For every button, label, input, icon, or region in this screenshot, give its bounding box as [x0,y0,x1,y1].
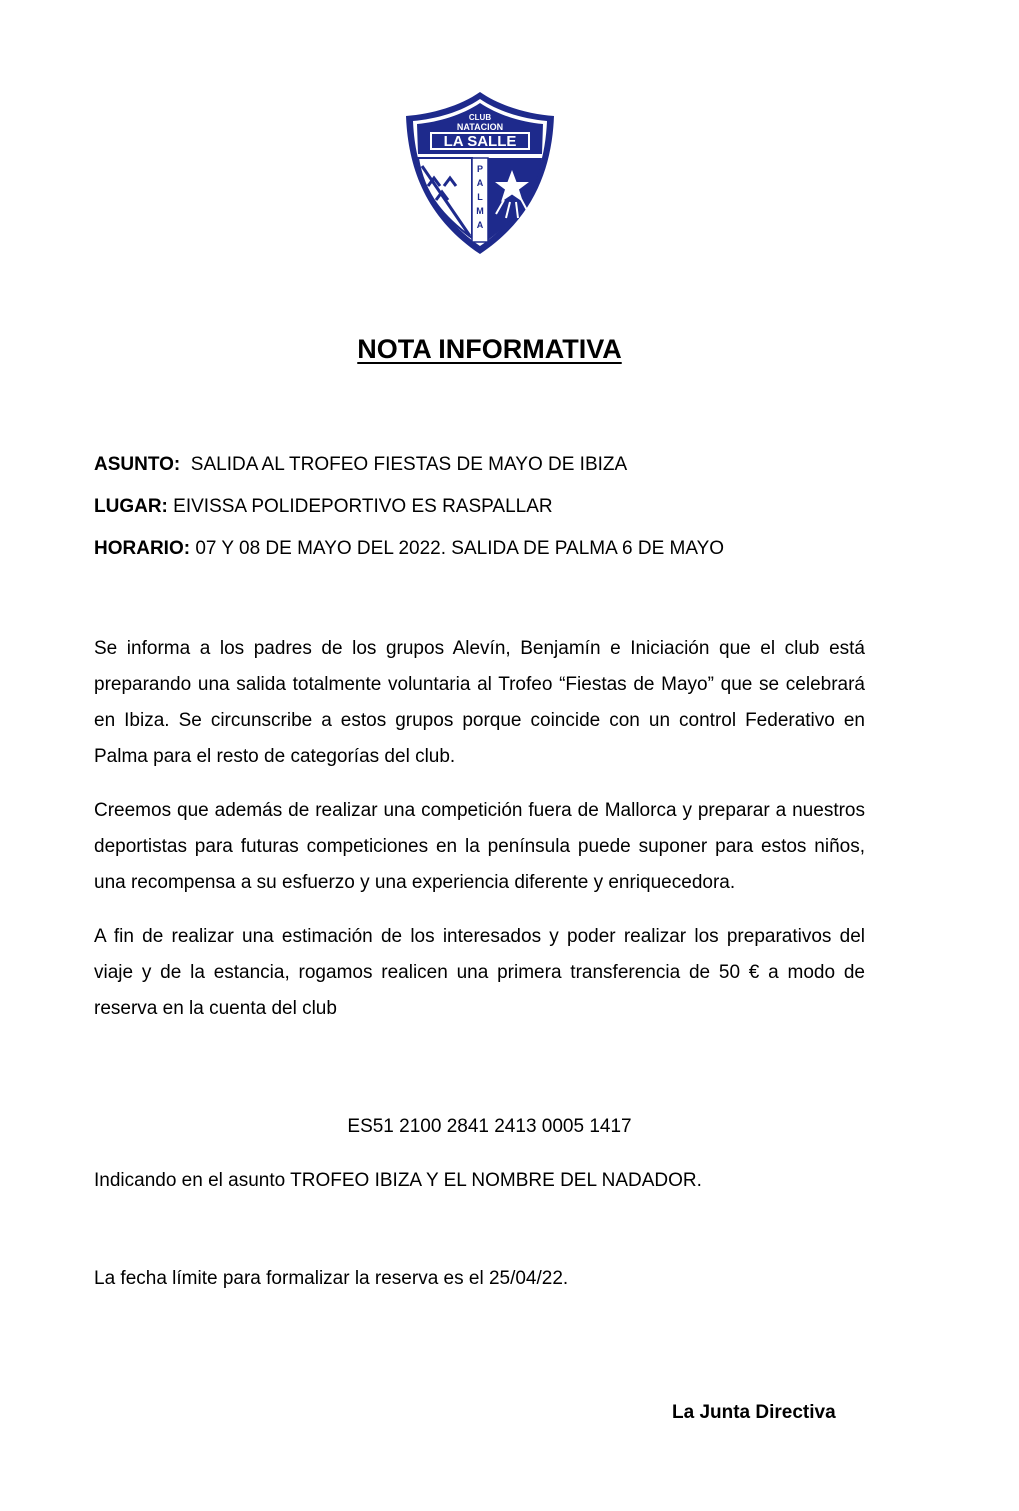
iban-number: ES51 2100 2841 2413 0005 1417 [347,1116,632,1137]
palma-letter-p: P [476,164,484,174]
deadline-line: La fecha límite para formalizar la reserva es el 25/04/22. [94,1268,569,1289]
palma-letter-m: M [476,206,484,216]
logo-natacion-text: NATACION [456,122,504,132]
lugar-line [94,494,894,520]
palma-letter-l: L [477,192,483,202]
asunto-label: ASUNTO: [94,454,181,475]
palma-letters [476,164,484,230]
body-text [94,631,865,1045]
paragraph-2: Creemos que además de realizar una competición fuera de Mallorca y preparar a nuestros deportistas para futuras competiciones en la península puede suponer para estos niños, una recompensa a su esfuerzo y una experiencia diferente y enriquecedora. [94,800,865,893]
shield-right-field [488,158,542,240]
meta-block [94,452,894,578]
palma-letter-a1: A [476,178,484,188]
logo-club-text: CLUB [468,113,492,122]
paragraph-1: Se informa a los padres de los grupos Alevín, Benjamín e Iniciación que el club está preparando una salida totalmente voluntaria al Trofeo “Fiestas de Mayo” que se celebrará en Ibiza. Se circunscribe a estos grupos porque coincide con un control Federativo en Palma para el resto de categorías del club. [94,638,865,767]
instruction-line: Indicando en el asunto TROFEO IBIZA Y EL NOMBRE DEL NADADOR. [94,1170,702,1191]
horario-line [94,536,894,562]
palma-letter-a2: A [476,220,484,230]
signature: La Junta Directiva [672,1402,836,1423]
horario-value: 07 Y 08 DE MAYO DEL 2022. SALIDA DE PALMA 6 DE MAYO [195,538,725,559]
logo-la-salle-text: LA SALLE [443,133,517,150]
asunto-value: SALIDA AL TROFEO FIESTAS DE MAYO DE IBIZA [190,454,628,475]
lugar-value: EIVISSA POLIDEPORTIVO ES RASPALLAR [173,496,553,517]
club-logo [400,88,560,258]
asunto-line [94,452,894,478]
paragraph-3: A fin de realizar una estimación de los interesados y poder realizar los preparativos del viaje y de la estancia, rogamos realicen una primera transferencia de 50 € a modo de reserva en la cuenta del club [94,926,865,1019]
lugar-label: LUGAR: [94,496,168,517]
horario-label: HORARIO: [94,538,191,559]
page-title: NOTA INFORMATIVA [357,334,622,364]
